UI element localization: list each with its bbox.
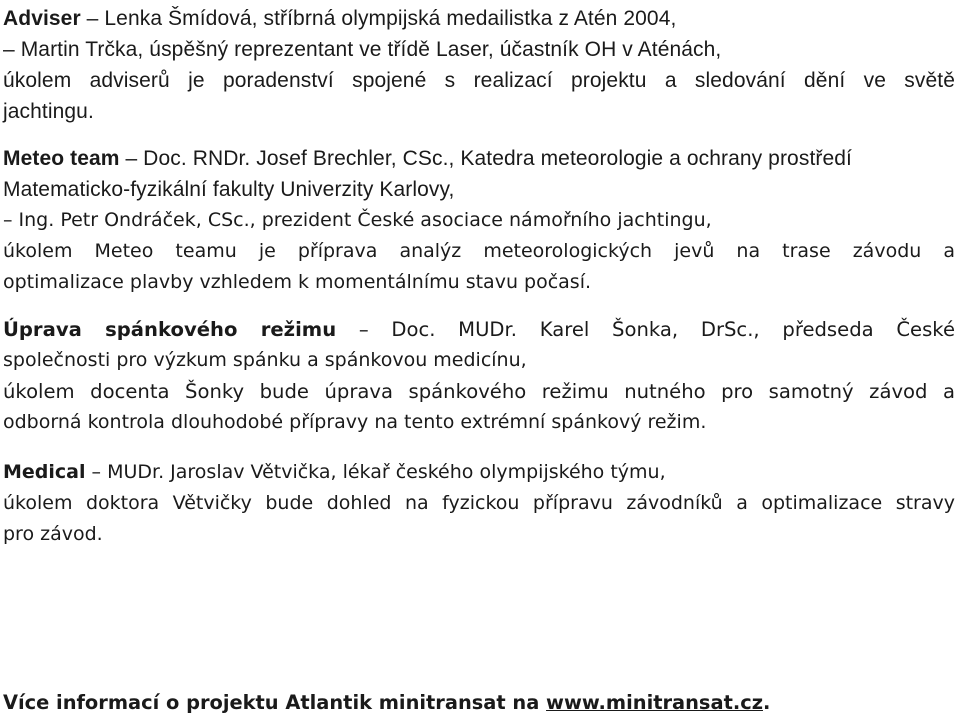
sleep-label: Úprava spánkového režimu xyxy=(3,318,337,341)
medical-section xyxy=(3,457,959,550)
footer-text: Více informací o projektu Atlantik minitransat na xyxy=(3,691,547,714)
adviser-line-1 xyxy=(3,3,959,34)
minitransat-link[interactable]: www.minitransat.cz xyxy=(546,691,763,714)
adviser-line-4: jachtingu. xyxy=(3,100,94,123)
meteo-text-1: – Doc. RNDr. Josef Brechler, CSc., Katedra meteorologie a ochrany prostředí xyxy=(119,147,852,170)
meteo-team-section-continued xyxy=(3,205,959,298)
meteo-line-3: – Ing. Petr Ondráček, CSc., prezident České asociace námořního jachtingu, xyxy=(3,209,712,231)
meteo-line-5: optimalizace plavby vzhledem k momentálnímu stavu počasí. xyxy=(3,271,592,293)
adviser-line-3: úkolem adviserů je poradenství spojené s realizací projektu a sledování dění ve světě xyxy=(3,69,955,92)
meteo-line-4: úkolem Meteo teamu je příprava analýz meteorologických jevů na trase závodu a xyxy=(3,240,955,262)
adviser-text-1: – Lenka Šmídová, stříbrná olympijská medailistka z Atén 2004, xyxy=(80,7,677,30)
sleep-line-3: úkolem docenta Šonky bude úprava spánkového režimu nutného pro samotný závod a xyxy=(3,380,955,403)
sleep-line-2: společnosti pro výzkum spánku a spánkovou medicínu, xyxy=(3,349,527,371)
meteo-label: Meteo team xyxy=(3,147,120,170)
sleep-section xyxy=(3,314,959,438)
adviser-line-2: – Martin Trčka, úspěšný reprezentant ve třídě Laser, účastník OH v Aténách, xyxy=(3,38,722,61)
meteo-team-section xyxy=(3,143,959,205)
sleep-text-1: – Doc. MUDr. Karel Šonka, DrSc., předseda České xyxy=(336,318,955,341)
medical-line-2: úkolem doktora Větvičky bude dohled na fyzickou přípravu závodníků a optimalizace stravy xyxy=(3,492,955,514)
adviser-label: Adviser xyxy=(3,7,81,30)
footer-suffix: . xyxy=(762,691,771,714)
medical-line-3: pro závod. xyxy=(3,523,103,545)
medical-text-1: – MUDr. Jaroslav Větvička, lékař českého olympijského týmu, xyxy=(85,461,666,483)
medical-line-1 xyxy=(3,457,959,488)
medical-label: Medical xyxy=(3,461,86,483)
meteo-line-2: Matematicko-fyzikální fakulty Univerzity Karlovy, xyxy=(3,178,455,201)
meteo-line-1 xyxy=(3,143,959,174)
footer-info xyxy=(3,688,770,718)
sleep-line-4: odborná kontrola dlouhodobé přípravy na tento extrémní spánkový režim. xyxy=(3,411,707,433)
sleep-line-1 xyxy=(3,314,955,345)
adviser-section xyxy=(3,3,959,127)
